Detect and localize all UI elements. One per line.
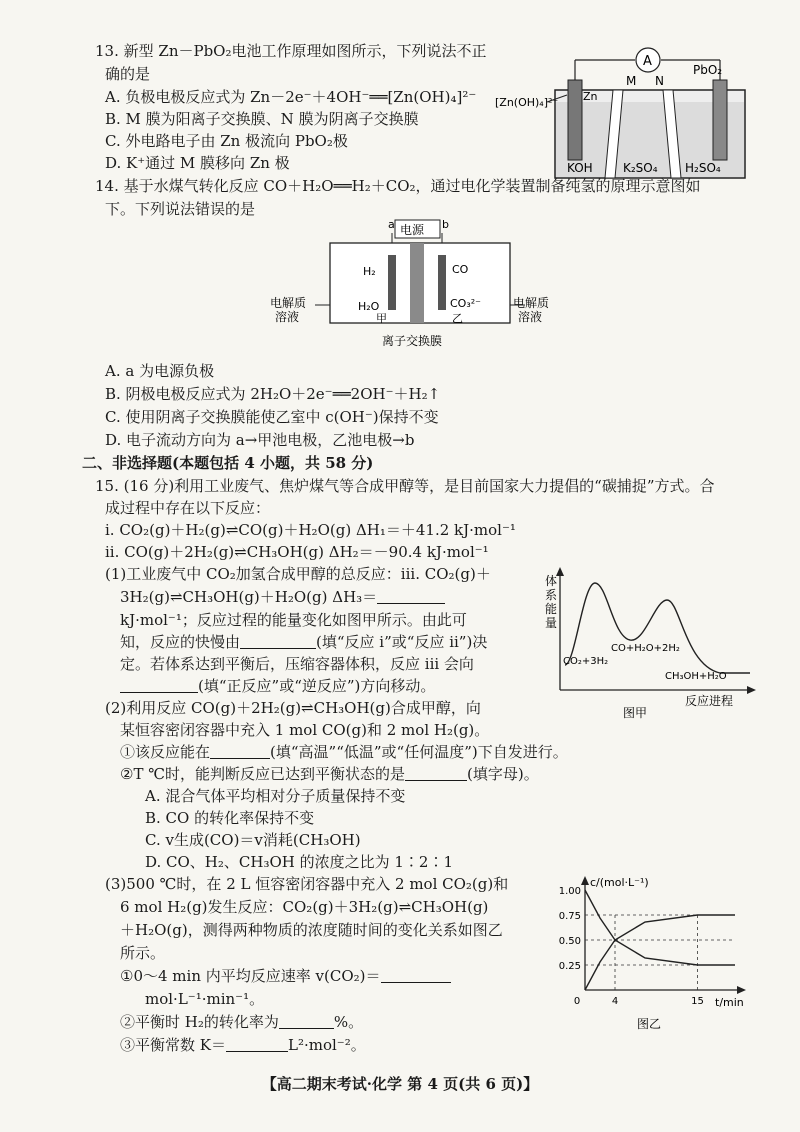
annotation-start: CO₂+3H₂	[563, 656, 609, 667]
q14-stem-line1: 14. 基于水煤气转化反应 CO＋H₂O══H₂＋CO₂，通过电化学装置制备纯氢的原理示意图如	[95, 177, 701, 195]
q15-part1-line6-text: (填“正反应”或“逆反应”)方向移动。	[198, 677, 436, 695]
series-line-2	[585, 915, 735, 990]
answer-blank-rate-co2[interactable]	[381, 982, 451, 983]
q15-part3-q1-text: ①0～4 min 内平均反应速率 v(CO₂)＝	[120, 967, 381, 985]
terminal-a: a	[388, 218, 395, 231]
right-solution-label1: 电解质	[513, 296, 550, 310]
left-solution-label2: 溶液	[275, 310, 300, 324]
pbo2-electrode	[713, 80, 727, 160]
q14-option-c: C. 使用阴离子交换膜能使乙室中 c(OH⁻)保持不变	[105, 408, 439, 426]
q15-part2-q1	[120, 741, 568, 763]
q15-part3-q2-text-a: ②平衡时 H₂的转化率为	[120, 1013, 279, 1031]
ylabel-char-4: 量	[545, 616, 558, 630]
ammeter-label: A	[643, 54, 652, 69]
zn-electrode	[568, 80, 582, 160]
ylabel-char-1: 体	[545, 574, 558, 588]
q15-part1-line3: kJ·mol⁻¹；反应过程的能量变化如图甲所示。由此可	[120, 611, 467, 629]
y-tick-label: 0.25	[558, 961, 581, 972]
q15-part3-q2	[120, 1011, 363, 1033]
q15-part1-line6	[120, 675, 435, 697]
q15-part2-line1: (2)利用反应 CO(g)＋2H₂(g)⇌CH₃OH(g)合成甲醇，向	[105, 699, 481, 717]
answer-blank-k[interactable]	[226, 1051, 288, 1052]
q15-reaction-i: i. CO₂(g)＋H₂(g)⇌CO(g)＋H₂O(g) ΔH₁＝＋41.2 kJ·mol⁻¹	[105, 521, 516, 539]
yi-electrode	[438, 255, 446, 310]
q13-option-b: B. M 膜为阳离子交换膜、N 膜为阴离子交换膜	[105, 110, 419, 128]
q15-part1-line4-text-a: 知，反应的快慢由	[120, 633, 241, 651]
q13-option-c: C. 外电路电子由 Zn 极流向 PbO₂极	[105, 132, 348, 150]
answer-blank-spontaneity[interactable]	[210, 758, 270, 759]
y-axis-arrow	[581, 876, 589, 885]
koh-label: KOH	[567, 161, 593, 175]
pbo2-label: PbO₂	[693, 63, 723, 77]
q15-part2-q2-text-a: ②T ℃时，能判断反应已达到平衡状态的是	[120, 765, 406, 783]
annotation-middle: CO+H₂O+2H₂	[611, 643, 680, 654]
q15-part2-option-a: A. 混合气体平均相对分子质量保持不变	[145, 787, 406, 805]
q15-part3-line3: ＋H₂O(g)，测得两种物质的浓度随时间的变化关系如图乙	[120, 921, 503, 939]
q15-stem-line2: 成过程中存在以下反应：	[105, 499, 271, 517]
y-tick-label: 0.50	[558, 936, 581, 947]
h2o-label: H₂O	[358, 300, 380, 313]
q14-option-b: B. 阴极电极反应式为 2H₂O＋2e⁻══2OH⁻＋H₂↑	[105, 385, 441, 403]
h2so4-label: H₂SO₄	[685, 161, 721, 175]
co-label: CO	[452, 263, 469, 276]
q15-part2-line2: 某恒容密闭容器中充入 1 mol CO(g)和 2 mol H₂(g)。	[120, 721, 490, 739]
right-solution-label2: 溶液	[518, 310, 543, 324]
q15-reaction-ii: ii. CO(g)＋2H₂(g)⇌CH₃OH(g) ΔH₂＝－90.4 kJ·mol⁻¹	[105, 543, 489, 561]
ion-exchange-membrane	[410, 243, 424, 323]
q15-part3-line4: 所示。	[120, 944, 166, 962]
energy-diagram-jia	[545, 565, 760, 720]
power-label: 电源	[400, 223, 425, 237]
q15-part2-q1-text-a: ①该反应能在	[120, 743, 211, 761]
answer-blank-conversion[interactable]	[279, 1028, 334, 1029]
chart-title-jia: 图甲	[623, 706, 648, 720]
series-line-1	[585, 890, 735, 965]
q15-part1-line5: 定。若体系达到平衡后，压缩容器体积，反应 iii 会向	[120, 655, 474, 673]
q15-part2-option-b: B. CO 的转化率保持不变	[145, 809, 315, 827]
co3-label: CO₃²⁻	[450, 297, 481, 310]
q15-part2-q2-text-b: (填字母)。	[467, 765, 539, 783]
x-axis-arrow	[737, 986, 746, 994]
q15-part2-option-d: D. CO、H₂、CH₃OH 的浓度之比为 1∶2∶1	[145, 853, 454, 871]
jia-electrode	[388, 255, 396, 310]
left-solution-label1: 电解质	[270, 296, 307, 310]
q14-electrolysis-diagram	[270, 215, 570, 355]
x-tick-label: 4	[611, 996, 619, 1007]
x-tick-label: 0	[573, 996, 581, 1007]
answer-blank-rate[interactable]	[240, 648, 316, 649]
q15-part1-line2	[120, 586, 445, 608]
q15-part3-q1-unit: mol·L⁻¹·min⁻¹。	[145, 990, 265, 1008]
q15-part3-line1: (3)500 ℃时，在 2 L 恒容密闭容器中充入 2 mol CO₂(g)和	[105, 875, 509, 893]
q13-stem-line2: 确的是	[105, 65, 151, 83]
q13-stem-line1: 13. 新型 Zn－PbO₂电池工作原理如图所示，下列说法不正	[95, 42, 487, 60]
k2so4-label: K₂SO₄	[623, 161, 658, 175]
q14-option-d: D. 电子流动方向为 a→甲池电极，乙池电极→b	[105, 431, 415, 449]
q15-part3-line2: 6 mol H₂(g)发生反应：CO₂(g)＋3H₂(g)⇌CH₃OH(g)	[120, 898, 489, 916]
xlabel: 反应进程	[685, 694, 734, 708]
terminal-b: b	[442, 218, 449, 231]
q15-part2-q1-text-b: (填“高温”“低温”或“任何温度”)下自发进行。	[270, 743, 568, 761]
ylabel-char-2: 系	[545, 588, 558, 602]
q15-part3-q1	[120, 965, 451, 987]
yi-label: 乙	[452, 312, 463, 325]
y-tick-label: 0.75	[558, 911, 581, 922]
section-heading: 二、非选择题(本题包括 4 小题，共 58 分)	[82, 454, 374, 472]
zn-label: Zn	[583, 90, 598, 103]
q13-option-a: A. 负极电极反应式为 Zn－2e⁻＋4OH⁻══[Zn(OH)₄]²⁻	[105, 88, 477, 106]
chart-title-yi: 图乙	[637, 1017, 662, 1031]
q15-part3-q3-text-b: L²·mol⁻²。	[287, 1036, 366, 1054]
q15-part2-q2	[120, 763, 539, 785]
q15-part3-q2-text-b: %。	[333, 1013, 364, 1031]
q15-part3-q3-text-a: ③平衡常数 K＝	[120, 1036, 226, 1054]
ylabel-char-3: 能	[545, 602, 558, 616]
q15-part2-option-c: C. v生成(CO)＝v消耗(CH₃OH)	[145, 831, 361, 849]
n-label: N	[655, 74, 664, 88]
q13-battery-diagram	[495, 40, 755, 180]
m-label: M	[626, 74, 637, 88]
answer-blank-dh3[interactable]	[377, 603, 445, 604]
q15-part3-q3	[120, 1034, 366, 1056]
h2-label: H₂	[363, 265, 376, 278]
ylabel: c/(mol·L⁻¹)	[590, 876, 649, 889]
x-axis-arrow	[747, 686, 756, 694]
q15-part1-line4	[120, 631, 487, 653]
q15-part1-line4-text-b: (填“反应 i”或“反应 ii”)决	[316, 633, 488, 651]
annotation-end: CH₃OH+H₂O	[665, 671, 727, 682]
answer-blank-direction[interactable]	[120, 692, 198, 693]
q14-stem-line2: 下。下列说法错误的是	[105, 200, 256, 218]
membrane-label: 离子交换膜	[382, 334, 443, 348]
jia-label: 甲	[376, 312, 387, 325]
page-footer: 【高二期末考试·化学 第 4 页(共 6 页)】	[261, 1075, 539, 1093]
q13-option-d: D. K⁺通过 M 膜移向 Zn 极	[105, 154, 290, 172]
y-axis-arrow	[556, 567, 564, 576]
q15-stem-line1: 15. (16 分)利用工业废气、焦炉煤气等合成甲醇等，是目前国家大力提倡的“碳捕捉”方式。合	[95, 477, 715, 495]
q15-part1-line1: (1)工业废气中 CO₂加氢合成甲醇的总反应：iii. CO₂(g)＋	[105, 565, 491, 583]
left-ion-label: [Zn(OH)₄]²⁻	[495, 96, 559, 109]
concentration-chart-yi	[555, 872, 755, 1032]
y-tick-label: 1.00	[558, 886, 581, 897]
q15-part1-line2-text: 3H₂(g)⇌CH₃OH(g)＋H₂O(g) ΔH₃＝	[120, 588, 378, 606]
q14-option-a: A. a 为电源负极	[105, 362, 215, 380]
x-tick-label: 15	[691, 996, 704, 1007]
answer-blank-equilibrium[interactable]	[405, 780, 467, 781]
xlabel: t/min	[715, 996, 744, 1009]
